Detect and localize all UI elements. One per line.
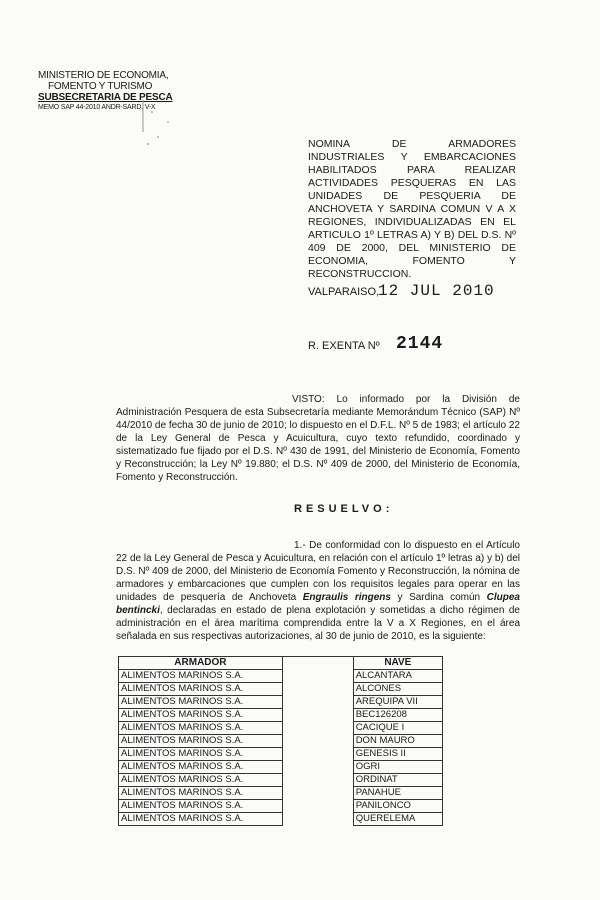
header-spacer bbox=[282, 657, 353, 670]
header-armador: ARMADOR bbox=[119, 657, 283, 670]
table-row bbox=[119, 800, 443, 813]
date-stamp: 12 JUL 2010 bbox=[378, 282, 495, 300]
memo-reference: MEMO SAP 44-2010 ANDR-SARD. V-X bbox=[38, 104, 156, 111]
spacer-cell bbox=[282, 683, 353, 696]
spacer-cell bbox=[282, 748, 353, 761]
document-title: NOMINA DE ARMADORES INDUSTRIALES Y EMBARCACIONES HABILITADOS PARA REALIZAR ACTIVIDADES PESQUERAS EN LAS UNIDADES DE PESQUERIA DE ANCHOVETA Y SARDINA COMUN V A X REGIONES, INDIVIDUALIZADAS EN EL ARTICULO 1º LETRAS A) Y B) DEL D.S. Nº 409 DE 2000, DEL MINISTERIO DE ECONOMIA, FOMENTO Y RECONSTRUCCION. bbox=[308, 138, 516, 280]
ministry-subname: FOMENTO Y TURISMO bbox=[48, 81, 153, 92]
header-nave: NAVE bbox=[353, 657, 442, 670]
armador-cell: ALIMENTOS MARINOS S.A. bbox=[119, 670, 283, 683]
armador-cell: ALIMENTOS MARINOS S.A. bbox=[119, 761, 283, 774]
table-row bbox=[119, 774, 443, 787]
armador-cell: ALIMENTOS MARINOS S.A. bbox=[119, 722, 283, 735]
table-row bbox=[119, 709, 443, 722]
nave-cell: QUERELEMA bbox=[353, 813, 442, 826]
nave-cell: ALCANTARA bbox=[353, 670, 442, 683]
nave-cell: CACIQUE I bbox=[353, 722, 442, 735]
table-row bbox=[119, 787, 443, 800]
article-1-text-a: 1.- De conformidad con lo dispuesto en el Artículo 22 de la Ley General de Pesca y Acuicultura, en relación con el artículo 1º letras a) y b) del D.S. Nº 409 de 2000, del Ministerio de Economía Fomento y Reconstrucción, la nómina de armadores y embarcaciones que cumplen con los requisitos legales para operar en las unidades de pesquería de Anchoveta bbox=[116, 540, 520, 603]
table-row bbox=[119, 670, 443, 683]
species-anchoveta: Engraulis ringens bbox=[302, 592, 391, 603]
spacer-cell bbox=[282, 722, 353, 735]
spacer-cell bbox=[282, 787, 353, 800]
table-header-row bbox=[119, 657, 443, 670]
armador-cell: ALIMENTOS MARINOS S.A. bbox=[119, 813, 283, 826]
subsecretaria-name: SUBSECRETARIA DE PESCA bbox=[38, 92, 173, 103]
table-row bbox=[119, 813, 443, 826]
visto-paragraph: VISTO: Lo informado por la División de Administración Pesquera de esta Subsecretaría mediante Memorándum Técnico (SAP) Nº 44/2010 de fecha 30 de junio de 2010; lo dispuesto en el D.F.L. Nº 5 de 1983; el artículo 22 de la Ley General de Pesca y Acuicultura, cuyo texto refundido, coordinado y sistematizado fue fijado por el D.S. Nº 430 de 1991, del Ministerio de Economía, Fomento y Reconstrucción; la Ley Nº 19.880; el D.S. Nº 409 de 2000, del Ministerio de Economía, Fomento y Reconstrucción. bbox=[116, 394, 520, 483]
nave-cell: BEC126208 bbox=[353, 709, 442, 722]
nave-cell: DON MAURO bbox=[353, 735, 442, 748]
resuelvo-heading: RESUELVO: bbox=[294, 503, 394, 515]
spacer-cell bbox=[282, 709, 353, 722]
armador-cell: ALIMENTOS MARINOS S.A. bbox=[119, 709, 283, 722]
spacer-cell bbox=[282, 774, 353, 787]
armador-cell: ALIMENTOS MARINOS S.A. bbox=[119, 774, 283, 787]
armador-cell: ALIMENTOS MARINOS S.A. bbox=[119, 748, 283, 761]
spacer-cell bbox=[282, 761, 353, 774]
table-row bbox=[119, 748, 443, 761]
armador-cell: ALIMENTOS MARINOS S.A. bbox=[119, 800, 283, 813]
spacer-cell bbox=[282, 670, 353, 683]
nave-cell: ALCONES bbox=[353, 683, 442, 696]
armador-cell: ALIMENTOS MARINOS S.A. bbox=[119, 683, 283, 696]
armador-cell: ALIMENTOS MARINOS S.A. bbox=[119, 787, 283, 800]
nave-cell: AREQUIPA VII bbox=[353, 696, 442, 709]
spacer-cell bbox=[282, 696, 353, 709]
armadores-table bbox=[118, 656, 443, 826]
nave-cell: PANAHUE bbox=[353, 787, 442, 800]
table-row bbox=[119, 683, 443, 696]
article-1-text-b: y Sardina común bbox=[397, 592, 481, 603]
spacer-cell bbox=[282, 813, 353, 826]
place-label: VALPARAISO, bbox=[308, 286, 380, 298]
nave-cell: ORDINAT bbox=[353, 774, 442, 787]
species-sardina: Clupea bentincki bbox=[116, 592, 520, 616]
armador-cell: ALIMENTOS MARINOS S.A. bbox=[119, 696, 283, 709]
table-row bbox=[119, 735, 443, 748]
faded-stamp bbox=[138, 92, 178, 152]
article-1-text-c: , declaradas en estado de plena explotación y sometidas a dicho régimen de administración en el área marítima comprendida entre la V a X Regiones, en el área señalada en sus respectivas autorizaciones, al 30 de junio de 2010, es la siguiente: bbox=[116, 605, 520, 642]
nave-cell: PANILONCO bbox=[353, 800, 442, 813]
nave-cell: GENESIS II bbox=[353, 748, 442, 761]
table-row bbox=[119, 696, 443, 709]
resolution-number: 2144 bbox=[396, 334, 444, 354]
table-row bbox=[119, 761, 443, 774]
table-row bbox=[119, 722, 443, 735]
article-1-paragraph bbox=[116, 539, 520, 643]
spacer-cell bbox=[282, 800, 353, 813]
spacer-cell bbox=[282, 735, 353, 748]
ministry-name: MINISTERIO DE ECONOMIA, bbox=[38, 70, 169, 81]
armador-cell: ALIMENTOS MARINOS S.A. bbox=[119, 735, 283, 748]
resolution-label: R. EXENTA Nº bbox=[308, 340, 380, 352]
nave-cell: OGRI bbox=[353, 761, 442, 774]
